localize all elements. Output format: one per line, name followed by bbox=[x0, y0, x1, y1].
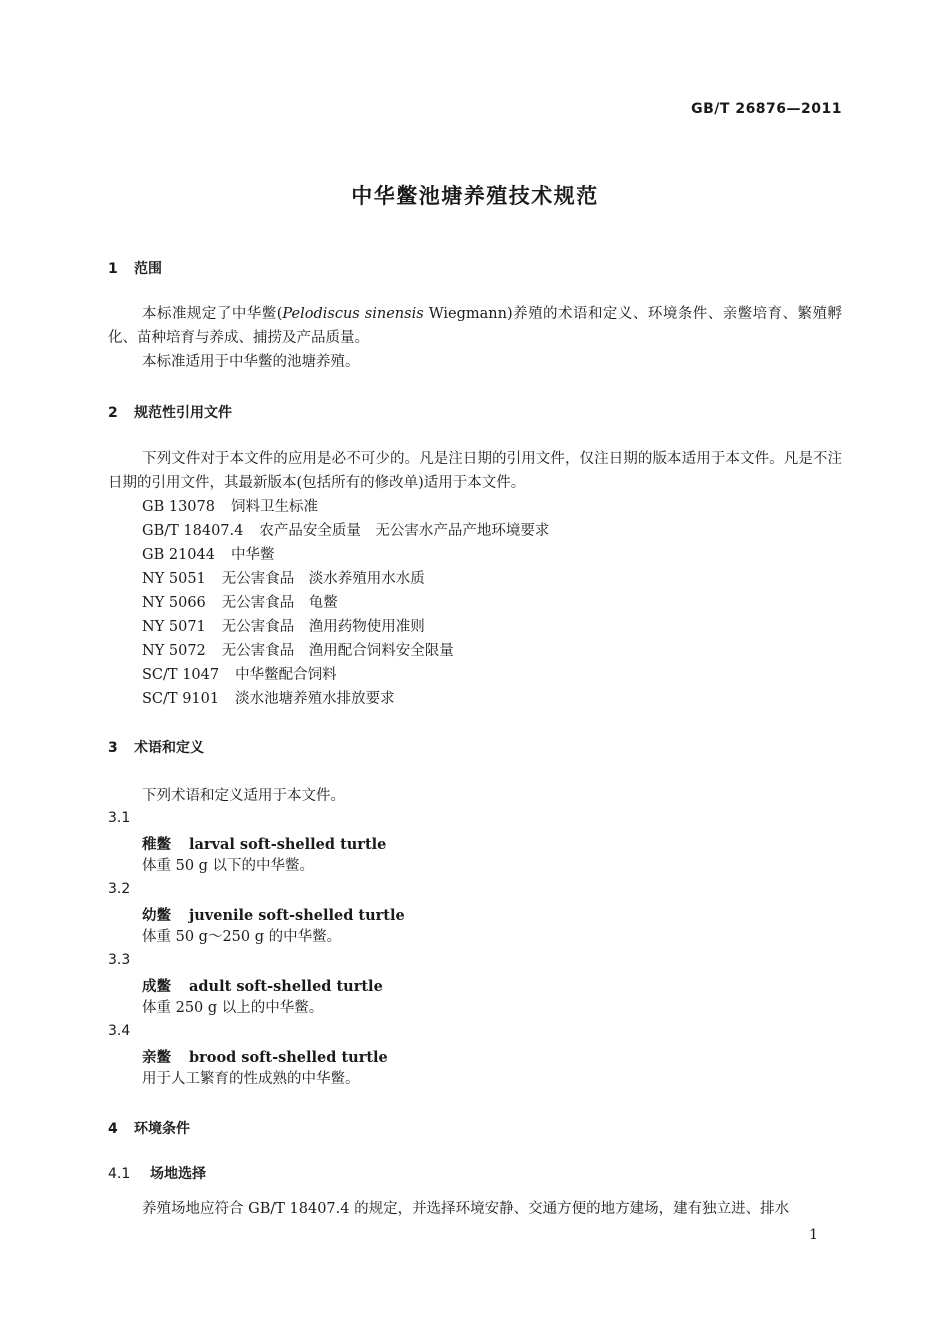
term-english: larval soft-shelled turtle bbox=[189, 836, 387, 853]
section-number: 4 bbox=[108, 1121, 118, 1137]
section-4-heading bbox=[108, 1118, 190, 1138]
subsection-4-1-heading bbox=[108, 1163, 206, 1183]
term-definition: 用于人工繁育的性成熟的中华鳖。 bbox=[142, 1071, 360, 1087]
reference-code: SC/T 9101 bbox=[142, 691, 220, 707]
section-3-intro: 下列术语和定义适用于本文件。 bbox=[142, 788, 345, 804]
subsection-title: 场地选择 bbox=[150, 1166, 206, 1182]
section-3-heading bbox=[108, 737, 204, 757]
section-2-intro: 下列文件对于本文件的应用是必不可少的。凡是注日期的引用文件，仅注日期的版本适用于本文件。凡是不注日期的引用文件，其最新版本(包括所有的修改单)适用于本文件。 bbox=[108, 451, 842, 491]
reference-code: GB 21044 bbox=[142, 547, 215, 563]
document-title: 中华鳖池塘养殖技术规范 bbox=[351, 184, 599, 208]
section-1-paragraph-1 bbox=[108, 302, 842, 350]
section-1-paragraph-2: 本标准适用于中华鳖的池塘养殖。 bbox=[142, 354, 360, 370]
term-heading bbox=[142, 1046, 388, 1067]
term-number: 3.2 bbox=[108, 881, 131, 897]
term-number: 3.4 bbox=[108, 1023, 131, 1039]
reference-title: 无公害食品 渔用配合饲料安全限量 bbox=[221, 643, 454, 659]
term-chinese: 亲鳖 bbox=[142, 1050, 171, 1066]
reference-title: 农产品安全质量 无公害水产品产地环境要求 bbox=[259, 523, 550, 539]
text-segment: Wiegmann)养殖的术语和定义、环境条件、亲鳖培育、繁殖孵化、苗种培育与养成、捕捞及产品质量。 bbox=[108, 306, 843, 346]
reference-item bbox=[142, 543, 274, 567]
reference-item bbox=[142, 567, 425, 591]
term-english: juvenile soft-shelled turtle bbox=[189, 907, 405, 924]
reference-title: 中华鳖 bbox=[230, 547, 275, 563]
reference-item bbox=[142, 519, 549, 543]
term-definition: 体重 50 g 以下的中华鳖。 bbox=[142, 858, 315, 874]
term-chinese: 稚鳖 bbox=[142, 837, 171, 853]
term-english: adult soft-shelled turtle bbox=[189, 978, 383, 995]
section-number: 3 bbox=[108, 740, 118, 756]
reference-item bbox=[142, 663, 337, 687]
subsection-number: 4.1 bbox=[108, 1166, 131, 1182]
term-heading bbox=[142, 833, 386, 854]
reference-item bbox=[142, 687, 395, 711]
standard-number: GB/T 26876—2011 bbox=[691, 101, 842, 117]
latin-name: Pelodiscus sinensis bbox=[282, 306, 424, 322]
reference-code: SC/T 1047 bbox=[142, 667, 220, 683]
section-number: 2 bbox=[108, 405, 118, 421]
term-definition: 体重 250 g 以上的中华鳖。 bbox=[142, 1000, 324, 1016]
term-chinese: 幼鳖 bbox=[142, 908, 171, 924]
term-heading bbox=[142, 904, 405, 925]
reference-code: GB/T 18407.4 bbox=[142, 523, 244, 539]
reference-item bbox=[142, 615, 425, 639]
text-segment: 本标准规定了中华鳖( bbox=[142, 306, 283, 322]
section-title: 环境条件 bbox=[134, 1121, 190, 1137]
reference-title: 无公害食品 龟鳖 bbox=[221, 595, 338, 611]
term-definition: 体重 50 g～250 g 的中华鳖。 bbox=[142, 929, 342, 945]
reference-code: GB 13078 bbox=[142, 499, 215, 515]
section-title: 规范性引用文件 bbox=[134, 405, 232, 421]
reference-code: NY 5071 bbox=[142, 619, 206, 635]
section-1-heading bbox=[108, 258, 162, 278]
reference-code: NY 5072 bbox=[142, 643, 206, 659]
page-number: 1 bbox=[809, 1227, 818, 1243]
section-4-1-paragraph: 养殖场地应符合 GB/T 18407.4 的规定，并选择环境安静、交通方便的地方建场，建有独立进、排水 bbox=[142, 1201, 790, 1217]
reference-item bbox=[142, 639, 454, 663]
reference-title: 无公害食品 淡水养殖用水水质 bbox=[221, 571, 425, 587]
term-chinese: 成鳖 bbox=[142, 979, 171, 995]
reference-title: 无公害食品 渔用药物使用准则 bbox=[221, 619, 425, 635]
term-number: 3.3 bbox=[108, 952, 131, 968]
term-english: brood soft-shelled turtle bbox=[189, 1049, 388, 1066]
reference-code: NY 5066 bbox=[142, 595, 206, 611]
reference-title: 饲料卫生标准 bbox=[230, 499, 318, 515]
reference-item bbox=[142, 591, 338, 615]
reference-item bbox=[142, 495, 318, 519]
section-title: 术语和定义 bbox=[134, 740, 204, 756]
reference-code: NY 5051 bbox=[142, 571, 206, 587]
section-title: 范围 bbox=[134, 261, 162, 277]
reference-title: 淡水池塘养殖水排放要求 bbox=[235, 691, 395, 707]
section-2-heading bbox=[108, 402, 232, 422]
reference-title: 中华鳖配合饲料 bbox=[235, 667, 337, 683]
term-heading bbox=[142, 975, 383, 996]
term-number: 3.1 bbox=[108, 810, 131, 826]
section-number: 1 bbox=[108, 261, 118, 277]
